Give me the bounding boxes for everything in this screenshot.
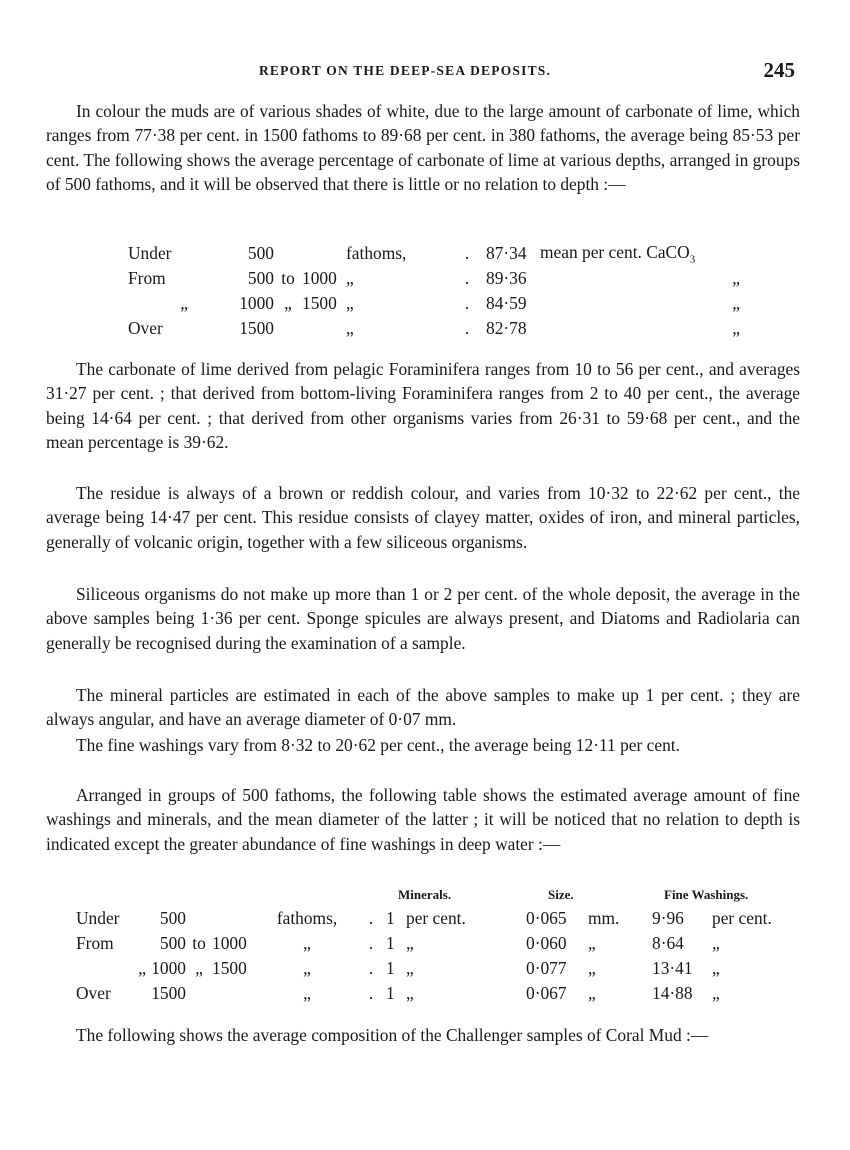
minerals-unit: „ <box>406 983 414 1003</box>
leader-dot: . <box>368 908 374 928</box>
depth-to <box>212 906 258 931</box>
depth-from: 500 <box>247 243 274 263</box>
paragraph-carbonate-colour <box>46 99 800 196</box>
carbonate-value: 89·36 <box>486 268 527 288</box>
depth-from: 500 <box>159 908 186 928</box>
depth-separator <box>186 906 212 931</box>
size-value: 0·077 <box>526 958 567 978</box>
paragraph-text: Arranged in groups of 500 fathoms, the following table shows the estimated average amount of fine washings and minerals, and the mean diameter of the latter ; it will be noticed that no relation to depth is indicated except the greater abundance of fine washings in deep water :— <box>46 785 800 854</box>
chemical-subscript: 3 <box>689 253 696 266</box>
leader-dot: . <box>368 933 374 953</box>
value-suffix: „ <box>732 268 740 288</box>
value-suffix: „ <box>732 293 740 313</box>
size-unit: „ <box>588 958 596 978</box>
paragraph-text: The carbonate of lime derived from pelagic Foraminifera ranges from 10 to 56 per cent., and averages 31·27 per cent. ; that derived from bottom-living Foraminifera ranges from 2 to 40 per cent., the average being 14·64 per cent. ; that derived from other organisms varies from 26·31 to 59·68 per cent., and the mean percentage is 39·62. <box>46 359 800 452</box>
row-prefix: Under <box>128 243 172 263</box>
depth-to: 1500 <box>212 958 247 978</box>
depth-from: 1500 <box>151 983 186 1003</box>
leader-dot: . <box>368 958 374 978</box>
running-head: REPORT ON THE DEEP-SEA DEPOSITS. <box>258 63 552 78</box>
size-value: 0·067 <box>526 983 567 1003</box>
minerals-value: 1 <box>386 958 395 978</box>
paragraph-text: The residue is always of a brown or reddish colour, and varies from 10·32 to 22·62 per cent., the average being 14·47 per cent. This residue consists of clayey matter, oxides of iron, and mineral particles, generally of volcanic origin, together with a few siliceous organisms. <box>46 483 800 552</box>
paragraph-coral-mud-intro <box>46 1023 800 1047</box>
depth-unit: „ <box>303 933 311 953</box>
minerals-unit: per cent. <box>406 908 466 928</box>
page-header <box>0 58 850 82</box>
fine-washings-value: 8·64 <box>652 933 684 953</box>
depth-to: 1000 <box>302 268 337 288</box>
depth-to: 1500 <box>302 293 337 313</box>
leader-dot: . <box>464 318 470 338</box>
depth-to <box>302 316 346 341</box>
minerals-column-header: Minerals. <box>398 887 452 902</box>
size-column-header: Size. <box>548 887 574 902</box>
depth-unit: „ <box>346 318 354 338</box>
value-suffix: mean per cent. CaCO$_3$ <box>540 241 696 266</box>
fine-washings-value: 9·96 <box>652 908 684 928</box>
depth-separator: to <box>192 933 206 953</box>
depth-from: 1000 <box>239 293 274 313</box>
depth-from: 1000 <box>151 958 186 978</box>
fine-washings-column-header: Fine Washings. <box>664 887 749 902</box>
fine-washings-unit: „ <box>712 983 720 1003</box>
depth-unit: fathoms, <box>276 908 338 928</box>
leader-dot: . <box>464 243 470 263</box>
row-prefix: From <box>128 268 166 288</box>
paragraph-fine-washings <box>46 733 800 757</box>
size-unit: „ <box>588 933 596 953</box>
size-value: 0·060 <box>526 933 567 953</box>
depth-from: 500 <box>159 933 186 953</box>
depth-separator: „ <box>195 958 203 978</box>
depth-from: 500 <box>247 268 274 288</box>
carbonate-value: 82·78 <box>486 318 527 338</box>
depth-unit: „ <box>303 983 311 1003</box>
leader-dot: . <box>368 983 374 1003</box>
size-unit: mm. <box>588 908 620 928</box>
table-row <box>128 316 740 341</box>
depth-separator <box>274 241 302 266</box>
table-row <box>76 956 792 981</box>
page-number: 245 <box>763 58 795 82</box>
fine-washings-unit: per cent. <box>712 908 772 928</box>
fine-washings-unit: „ <box>712 933 720 953</box>
minerals-value: 1 <box>386 908 395 928</box>
fine-washings-value: 13·41 <box>652 958 693 978</box>
value-suffix: „ <box>732 318 740 338</box>
carbonate-value: 87·34 <box>486 243 527 263</box>
minerals-unit: „ <box>406 933 414 953</box>
paragraph-grouped-table-intro <box>46 783 800 856</box>
leader-dot: . <box>464 293 470 313</box>
depth-to <box>212 981 258 1006</box>
paragraph-siliceous <box>46 582 800 655</box>
depth-separator <box>274 316 302 341</box>
minerals-unit: „ <box>406 958 414 978</box>
depth-to <box>302 241 346 266</box>
paragraph-text: The fine washings vary from 8·32 to 20·62 per cent., the average being 12·11 per cent. <box>76 735 680 755</box>
row-prefix: Under <box>76 908 120 928</box>
depth-to: 1000 <box>212 933 247 953</box>
table-row <box>128 266 740 291</box>
depth-unit: „ <box>346 268 354 288</box>
row-prefix: „ <box>180 293 188 313</box>
depth-unit: „ <box>346 293 354 313</box>
size-unit: „ <box>588 983 596 1003</box>
paragraph-text: In colour the muds are of various shades of white, due to the large amount of carbonate of lime, which ranges from 77·38 per cent. in 1500 fathoms to 89·68 per cent. in 380 fathoms, the average being 85·53 per cent. The following shows the average percentage of carbonate of lime at various depths, arranged in groups of 500 fathoms, and it will be observed that there is little or no relation to depth :— <box>46 101 800 194</box>
paragraph-text: The mineral particles are estimated in each of the above samples to make up 1 per cent. ; they are always angular, and have an average diameter of 0·07 mm. <box>46 685 800 730</box>
row-prefix: „ <box>138 958 146 978</box>
minerals-value: 1 <box>386 983 395 1003</box>
table-row <box>128 291 740 316</box>
paragraph-residue <box>46 481 800 554</box>
table-row <box>76 931 792 956</box>
depth-separator: to <box>281 268 295 288</box>
paragraph-text: The following shows the average composition of the Challenger samples of Coral Mud :— <box>76 1025 709 1045</box>
table-row <box>76 906 792 931</box>
size-value: 0·065 <box>526 908 567 928</box>
depth-separator <box>186 981 212 1006</box>
row-prefix: From <box>76 933 114 953</box>
table-row <box>76 981 792 1006</box>
row-prefix: Over <box>128 318 163 338</box>
minerals-value: 1 <box>386 933 395 953</box>
paragraph-mineral-particles <box>46 683 800 732</box>
row-prefix: Over <box>76 983 111 1003</box>
paragraph-foraminifera <box>46 357 800 454</box>
depth-separator: „ <box>284 293 292 313</box>
paragraph-text: Siliceous organisms do not make up more than 1 or 2 per cent. of the whole deposit, the average in the above samples being 1·36 per cent. Sponge spicules are always present, and Diatoms and Radiolaria can generally be recognised during the examination of a sample. <box>46 584 800 653</box>
fine-washings-value: 14·88 <box>652 983 693 1003</box>
fine-washings-unit: „ <box>712 958 720 978</box>
depth-unit: „ <box>303 958 311 978</box>
depth-unit: fathoms, <box>346 243 407 263</box>
depth-from: 1500 <box>239 318 274 338</box>
leader-dot: . <box>464 268 470 288</box>
carbonate-depth-table <box>128 241 740 341</box>
minerals-washings-table <box>76 906 792 1006</box>
carbonate-value: 84·59 <box>486 293 527 313</box>
table-row <box>128 241 740 266</box>
